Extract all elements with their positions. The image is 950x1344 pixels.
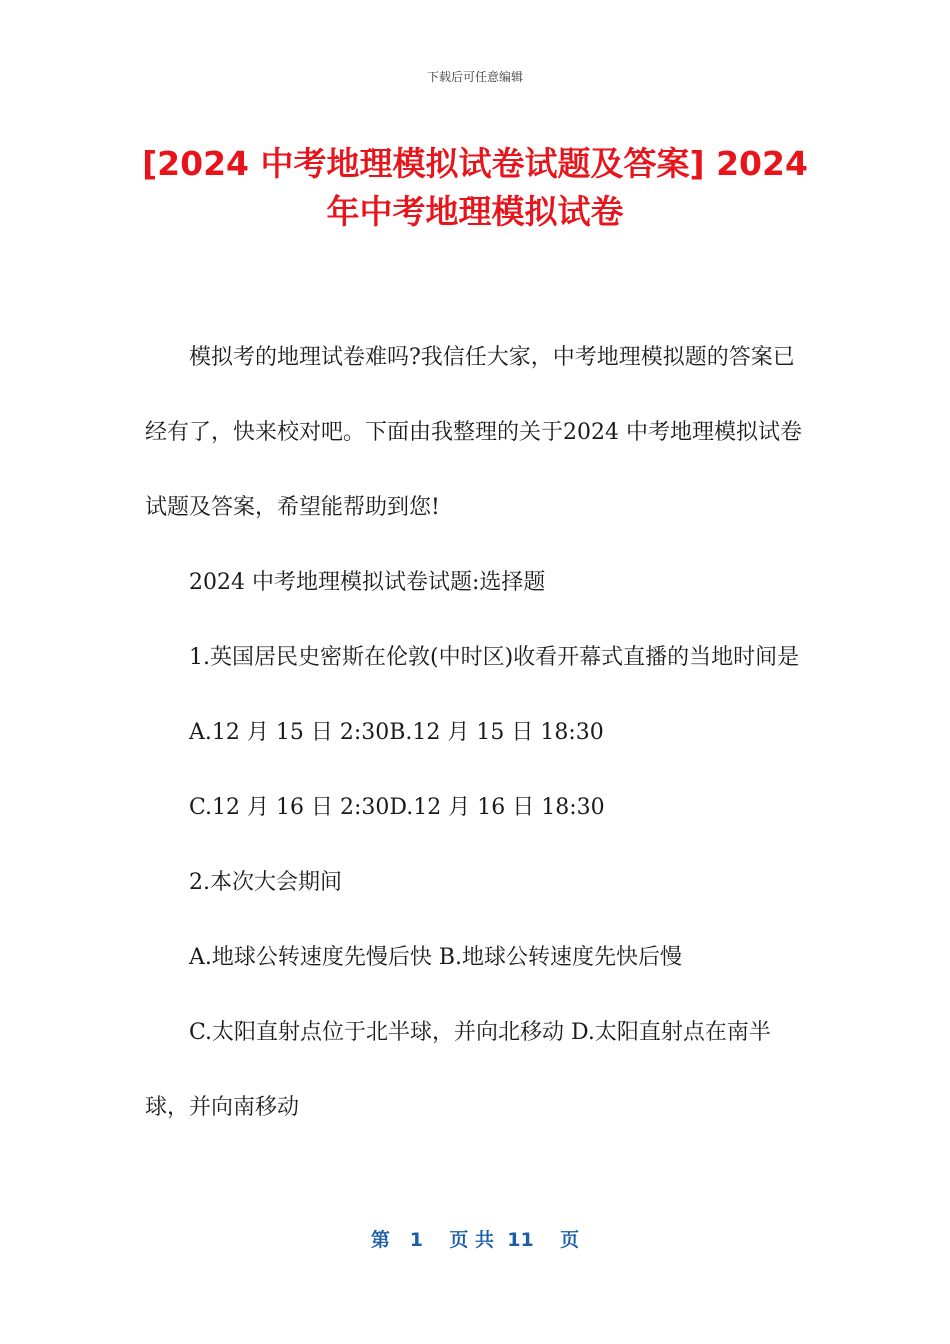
header-note: 下载后可任意编辑 [426, 70, 523, 84]
document-body [145, 320, 805, 1145]
page-footer [0, 1225, 950, 1252]
question-1: 1.英国居民史密斯在伦敦(中时区)收看开幕式直播的当地时间是 [189, 645, 800, 670]
question-2-options-ab: A.地球公转速度先慢后快 B.地球公转速度先快后慢 [189, 945, 683, 970]
question-2-options-cd: C.太阳直射点位于北半球，并向北移动 D.太阳直射点在南半球，并向南移动 [145, 1020, 771, 1120]
paragraph-intro: 模拟考的地理试卷难吗?我信任大家，中考地理模拟题的答案已经有了，快来校对吧。下面由我整理的关于2024 中考地理模拟试卷试题及答案，希望能帮助到您! [145, 345, 802, 520]
question-1-options-cd: C.12 月 16 日 2:30D.12 月 16 日 18:30 [189, 795, 605, 820]
page-number-label: 第 1 页 共 11 页 [370, 1229, 580, 1251]
document-title: [2024 中考地理模拟试卷试题及答案] 2024 年中考地理模拟试卷 [142, 144, 808, 231]
paragraph-section-heading: 2024 中考地理模拟试卷试题:选择题 [189, 570, 546, 595]
question-1-options-ab: A.12 月 15 日 2:30B.12 月 15 日 18:30 [189, 720, 604, 745]
question-2: 2.本次大会期间 [189, 870, 342, 895]
